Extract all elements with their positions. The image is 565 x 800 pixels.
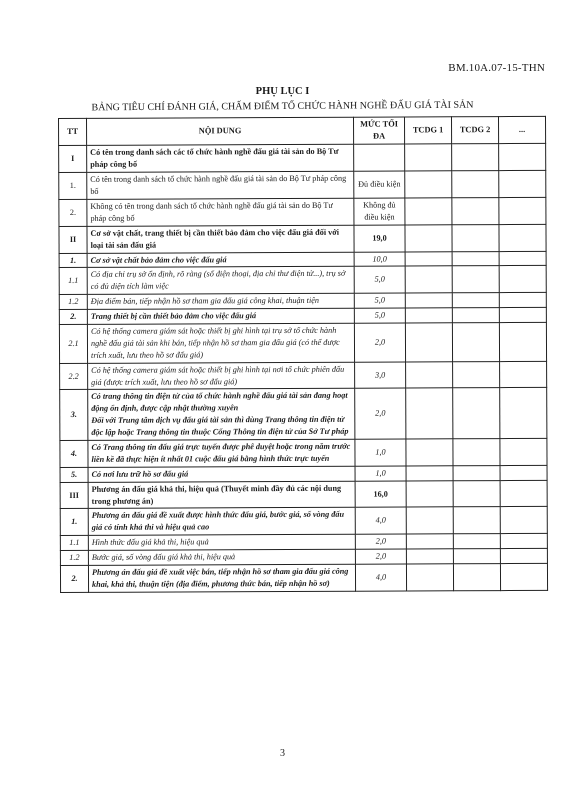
row-max-score: 2,0 [355,534,406,549]
tcdg-2-cell [452,323,499,362]
row-content: Trang thiết bị cần thiết bảo đảm cho việc đấu giá [87,308,354,324]
tcdg-1-cell [406,507,453,534]
header-tt: TT [59,118,87,145]
row-content: Phương án đấu giá đề xuất được hình thức đấu giá, bước giá, số vòng đấu giá có tính khả thi và hiệu quả cao [88,508,355,536]
more-cell [499,251,546,266]
table-row [59,266,546,295]
tcdg-1-cell [406,439,453,466]
document-code: BM.10A.07-15-THN [448,62,545,74]
more-cell [500,480,547,507]
row-max-score: 2,0 [355,388,406,439]
row-number: 2. [60,565,88,592]
row-number: 1.2 [59,295,87,310]
row-content: Có tên trong danh sách các tổ chức hành nghề đấu giá tài sản do Bộ Tư pháp công bố [87,145,354,173]
tcdg-1-cell [406,388,453,439]
row-content: Phương án đấu giá đề xuất việc bán, tiếp nhận hồ sơ tham gia đấu giá công khai, khả thi, thuận tiện (địa điểm, phương thức bán, tiếp nhận hồ sơ) [88,564,355,592]
row-number: 3. [60,390,88,441]
table-row [59,224,546,253]
tcdg-2-cell [452,224,499,251]
tcdg-1-cell [405,308,452,323]
row-max-score: 1,0 [355,466,406,481]
tcdg-2-cell [453,507,500,534]
row-number: 1. [59,173,87,200]
row-content: Có địa chỉ trụ sở ổn định, rõ ràng (số điện thoại, địa chỉ thư điện tử...), trụ sở có đủ diện tích làm việc [87,267,354,295]
tcdg-1-cell [406,466,453,481]
tcdg-1-cell [405,198,452,225]
tcdg-2-cell [452,171,499,198]
row-max-score: 5,0 [354,308,405,323]
row-content: Phương án đấu giá khả thi, hiệu quả (Thuyết minh đầy đủ các nội dung trong phương án) [88,481,355,509]
tcdg-2-cell [453,388,500,439]
row-max-score: 2,0 [355,549,406,564]
header-tcdg-2: TCDG 2 [451,117,498,145]
tcdg-2-cell [452,198,499,225]
row-max-score: 4,0 [355,507,406,534]
tcdg-1-cell [405,293,452,308]
tcdg-1-cell [405,323,452,362]
more-cell [499,307,546,322]
row-content: Có trang thông tin điện tử của tổ chức hành nghề đấu giá tài sản đang hoạt động ổn định, được cập nhật thường xuyên Đối với Trung tâm dịch vụ đấu giá tài sản thì dùng Trang thông tin điện tử độc lập hoặc Trang thông tin thuộc Cổng Thông tin điện tử của Sở Tư pháp [88,389,355,441]
more-cell [499,224,546,251]
row-number: 1.1 [60,536,88,551]
row-max-score: 1,0 [355,439,406,466]
header-more: ... [498,116,545,144]
more-cell [499,197,546,224]
more-cell [500,438,547,465]
header-tcdg-1: TCDG 1 [404,117,451,145]
more-cell [499,144,546,171]
row-number: I [59,146,87,173]
tcdg-2-cell [452,266,499,293]
more-cell [499,171,546,198]
table-row [60,563,547,592]
row-number: 2.1 [59,324,87,363]
table-row [59,197,546,226]
table-row [59,322,546,363]
more-cell [500,361,547,388]
row-number: 1. [60,509,88,536]
table-row [60,507,547,536]
header-muc-toi-da: MỨC TỐI ĐA [353,117,404,145]
row-content: Có Trang thông tin đấu giá trực tuyến được phê duyệt hoặc trong năm trước liền kề đã thực hiện ít nhất 01 cuộc đấu giá bằng hình thức trực tuyến [88,439,355,467]
tcdg-1-cell [406,534,453,549]
tcdg-1-cell [406,564,453,591]
criteria-table [58,116,548,593]
row-max-score: Không đủ điều kiện [354,198,405,225]
row-max-score: 10,0 [354,251,405,266]
row-number: 2. [59,199,87,226]
table-row [60,361,547,390]
table-row [60,480,547,509]
table-row [59,144,546,173]
tcdg-2-cell [452,308,499,323]
header-noi-dung: NỘI DUNG [87,117,354,146]
more-cell [500,388,547,439]
row-number: 2. [59,309,87,324]
tcdg-1-cell [405,266,452,293]
row-max-score: 16,0 [355,481,406,508]
more-cell [500,548,547,563]
row-max-score: 5,0 [354,266,405,293]
more-cell [500,465,547,480]
tcdg-2-cell [453,439,500,466]
table-row [60,438,547,467]
row-content: Có hệ thống camera giám sát hoặc thiết bị ghi hình tại trụ sở tổ chức hành nghề đấu giá tài sản khi bán, tiếp nhận hồ sơ tham gia đấu giá (có thể được trích xuất, lưu theo hồ sơ đấu giá) [87,323,354,363]
table-body [59,144,548,593]
row-number: III [60,482,88,509]
row-max-score: 5,0 [354,293,405,308]
more-cell [500,534,547,549]
tcdg-2-cell [453,465,500,480]
page-number: 3 [280,748,285,759]
row-content: Có hệ thống camera giám sát hoặc thiết bị ghi hình tại nơi tổ chức phiên đấu giá (được trích xuất, lưu theo hồ sơ đấu giá) [88,362,355,390]
row-content: Địa điểm bán, tiếp nhận hồ sơ tham gia đấu giá công khai, thuận tiện [87,293,354,309]
more-cell [499,322,546,361]
row-content: Bước giá, số vòng đấu giá khả thi, hiệu quả [88,549,355,565]
tcdg-2-cell [452,251,499,266]
table-header-row [59,116,546,145]
more-cell [500,563,547,590]
tcdg-2-cell [453,549,500,564]
row-number: 4. [60,440,88,467]
row-content: Cơ sở vật chất bảo đảm cho việc đấu giá [87,252,354,268]
table-row [60,388,547,441]
tcdg-1-cell [405,171,452,198]
row-number: 1.2 [60,550,88,565]
row-number: 5. [60,467,88,482]
tcdg-1-cell [405,251,452,266]
tcdg-2-cell [452,293,499,308]
row-max-score [354,144,405,171]
table-row [59,171,546,200]
row-max-score: 3,0 [355,362,406,389]
row-max-score: Đủ điều kiện [354,171,405,198]
margin-stamp-mark [543,330,559,390]
tcdg-2-cell [453,534,500,549]
row-content: Có nơi lưu trữ hồ sơ đấu giá [88,466,355,482]
tcdg-1-cell [405,144,452,171]
row-number: 2.2 [60,363,88,390]
row-max-score: 2,0 [354,323,405,362]
row-content: Không có tên trong danh sách tổ chức hành nghề đấu giá tài sản do Bộ Tư pháp công bố [87,198,354,226]
row-max-score: 19,0 [354,225,405,252]
tcdg-2-cell [453,361,500,388]
tcdg-1-cell [406,361,453,388]
appendix-title: PHỤ LỤC I [255,86,310,97]
row-number: 1. [59,253,87,268]
tcdg-2-cell [452,144,499,171]
tcdg-1-cell [406,480,453,507]
more-cell [499,266,546,293]
more-cell [499,293,546,308]
tcdg-1-cell [405,225,452,252]
row-content: Hình thức đấu giá khả thi, hiệu quả [88,534,355,550]
table-title: BẢNG TIÊU CHÍ ĐÁNH GIÁ, CHẤM ĐIỂM TỔ CHỨC HÀNH NGHỀ ĐẤU GIÁ TÀI SẢN [91,99,474,114]
row-number: II [59,226,87,253]
tcdg-1-cell [406,549,453,564]
row-max-score: 4,0 [355,564,406,591]
row-number: 1.1 [59,268,87,295]
row-content: Cơ sở vật chất, trang thiết bị cần thiết bảo đảm cho việc đấu giá đối với loại tài sản đấu giá [87,225,354,253]
tcdg-2-cell [453,564,500,591]
row-content: Có tên trong danh sách tổ chức hành nghề đấu giá tài sản do Bộ Tư pháp công bố [87,171,354,199]
tcdg-2-cell [453,480,500,507]
more-cell [500,507,547,534]
